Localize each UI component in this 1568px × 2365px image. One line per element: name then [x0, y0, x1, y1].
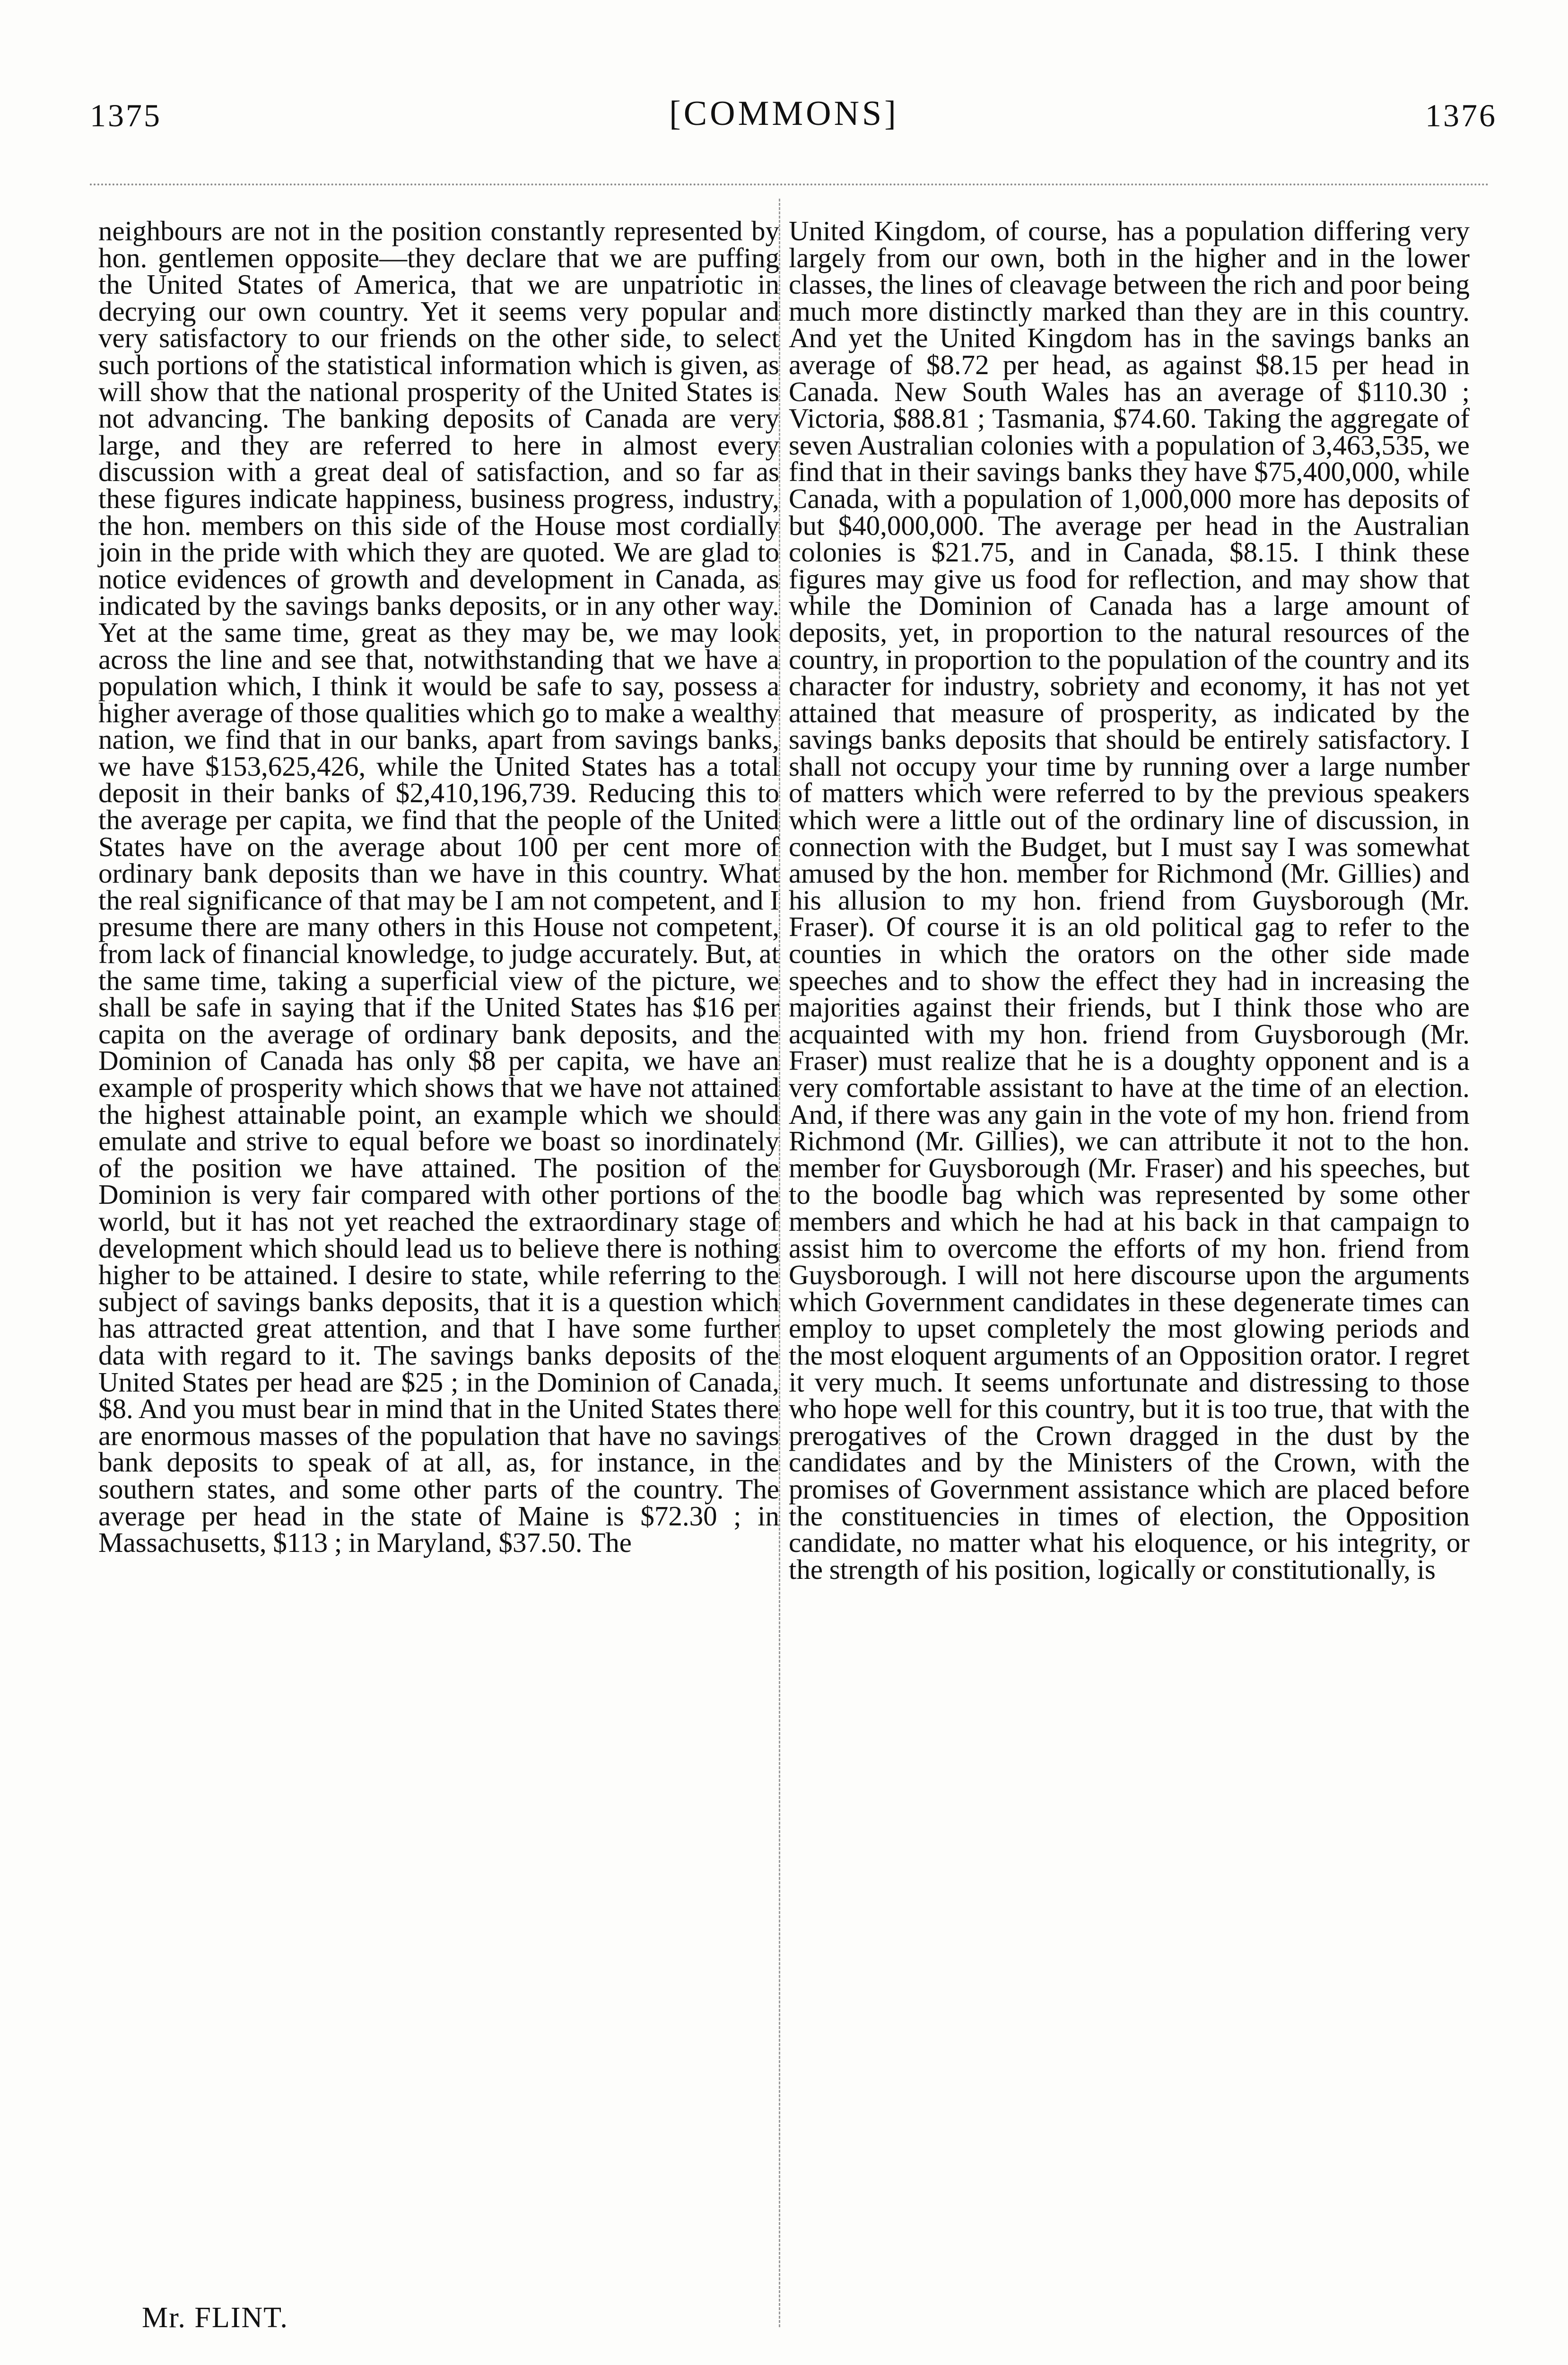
column-right-text: United Kingdom, of course, has a population differing very largely from our own, both in the higher and in the lower classes, the lines of cleavage between the rich and poor being much more distinctly marked than they are in this country. And yet the United Kingdom has in the savings banks an average of $8.72 per head, as against $8.15 per head in Canada. New South Wales has an average of $110.30 ; Victoria, $88.81 ; Tasmania, $74.60. Taking the aggregate of seven Australian colonies with a population of 3,463,535, we find that in their savings banks they have $75,400,000, while Canada, with a population of 1,000,000 more has deposits of but $40,000,000. The average per head in the Australian colonies is $21.75, and in Canada, $8.15. I think these figures may give us food for reflection, and may show that while the Dominion of Canada has a large amount of deposits, yet, in proportion to the natural resources of the country, in proportion to the population of the country and its character for industry, sobriety and economy, it has not yet attained that measure of prosperity, as indicated by the savings banks deposits that should be entirely satisfactory. I shall not occupy your time by running over a large number of matters which were referred to by the previous speakers which were a little out of the ordinary line of discussion, in connection with the Budget, but I must say I was somewhat amused by the hon. member for Richmond (Mr. Gillies) and his allusion to my hon. friend from Guysborough (Mr. Fraser). Of course it is an old political gag to refer to the counties in which the orators on the other side made speeches and to show the effect they had in increasing the majorities against their friends, but I think those who are acquainted with my hon. friend from Guysborough (Mr. Fraser) must realize that he is a doughty opponent and is a very comfortable assistant to have at the time of an election. And, if there was any gain in the vote of my hon. friend from Richmond (Mr. Gillies), we can attribute it not to the hon. member for Guysborough (Mr. Fraser) and his speeches, but to the boodle bag which was represented by some other members and which he had at his back in that campaign to assist him to overcome the efforts of my hon. friend from Guysborough. I will not here discourse upon the arguments which Government candidates in these degenerate times can employ to upset completely the most glowing periods and the most eloquent arguments of an Opposition orator. I regret it very much. It seems unfortunate and distressing to those who hope well for this country, but it is too true, that with the prerogatives of the Crown dragged in the dust by the candidates and by the Ministers of the Crown, with the promises of Government assistance which are placed before the constituencies in times of election, the Opposition candidate, no matter what his eloquence, or his integrity, or the strength of his position, logically or constitutionally, is [789, 215, 1470, 1585]
running-header: [COMMONS] [669, 94, 899, 133]
text-column-right [789, 215, 1470, 1585]
text-column-left [98, 215, 779, 1559]
speaker-footer: Mr. FLINT. [142, 2302, 288, 2334]
header-rule [90, 184, 1490, 185]
page-number-left: 1375 [90, 97, 162, 133]
page-number-right: 1376 [1425, 97, 1497, 133]
column-left-text: neighbours are not in the position constantly represented by hon. gentlemen opposite—they declare that we are puffing the United States of America, that we are unpatriotic in decrying our own country. Yet it seems very popular and very satisfactory to our friends on the other side, to select such portions of the statistical information which is given, as will show that the national prosperity of the United States is not advancing. The banking deposits of Canada are very large, and they are referred to here in almost every discussion with a great deal of satisfaction, and so far as these figures indicate happiness, business progress, industry, the hon. members on this side of the House most cordially join in the pride with which they are quoted. We are glad to notice evidences of growth and development in Canada, as indicated by the savings banks deposits, or in any other way. Yet at the same time, great as they may be, we may look across the line and see that, notwithstanding that we have a population which, I think it would be safe to say, possess a higher average of those qualities which go to make a wealthy nation, we find that in our banks, apart from savings banks, we have $153,625,426, while the United States has a total deposit in their banks of $2,410,196,739. Reducing this to the average per capita, we find that the people of the United States have on the average about 100 per cent more of ordinary bank deposits than we have in this country. What the real significance of that may be I am not competent, and I presume there are many others in this House not competent, from lack of financial knowledge, to judge accurately. But, at the same time, taking a superficial view of the picture, we shall be safe in saying that if the United States has $16 per capita on the average of ordinary bank deposits, and the Dominion of Canada has only $8 per capita, we have an example of prosperity which shows that we have not attained the highest attainable point, an example which we should emulate and strive to equal before we boast so inordinately of the position we have attained. The position of the Dominion is very fair compared with other portions of the world, but it has not yet reached the extraordinary stage of development which should lead us to believe there is nothing higher to be attained. I desire to state, while referring to the subject of savings banks deposits, that it is a question which has attracted great attention, and that I have some further data with regard to it. The savings banks deposits of the United States per head are $25 ; in the Dominion of Canada, $8. And you must bear in mind that in the United States there are enormous masses of the population that have no savings bank deposits to speak of at all, as, for instance, in the southern states, and some other parts of the country. The average per head in the state of Maine is $72.30 ; in Massachusetts, $113 ; in Maryland, $37.50. The [98, 215, 779, 1559]
